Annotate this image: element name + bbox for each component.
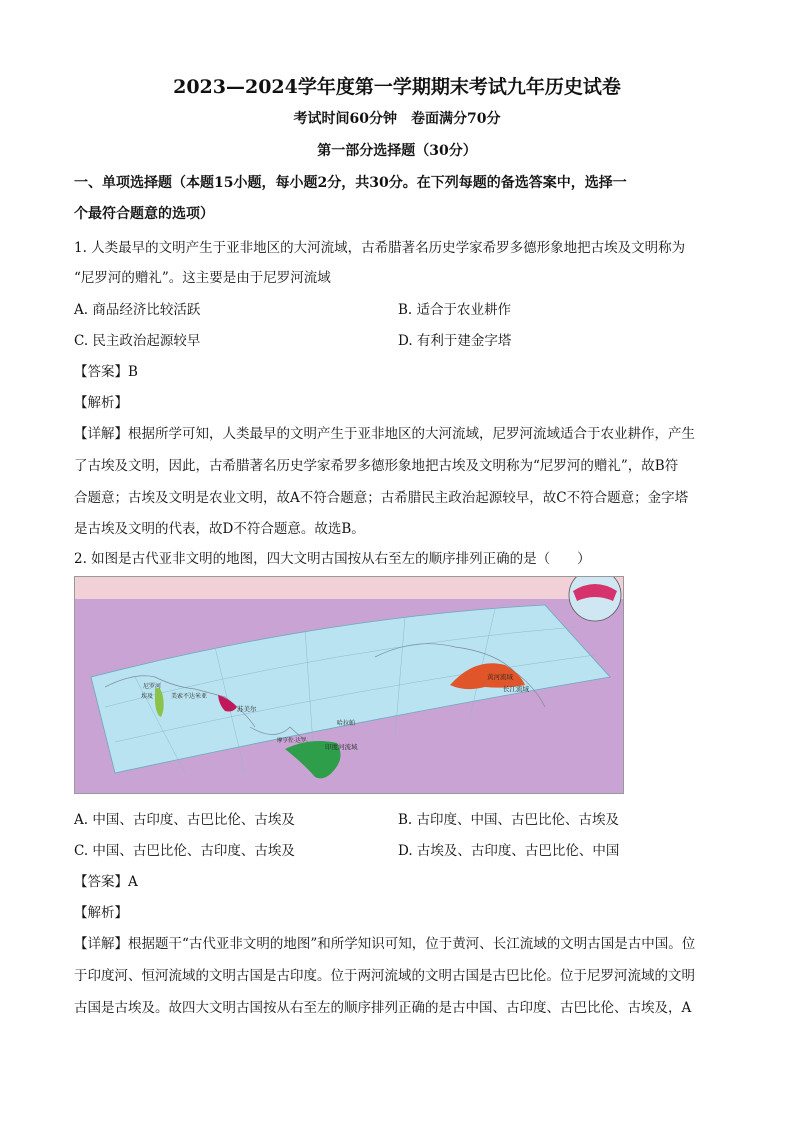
section-heading-line2: 个最符合题意的选项）	[74, 206, 214, 222]
page-title: 2023—2024学年度第一学期期末考试九年历史试卷	[173, 76, 621, 98]
q2-answer: 【答案】A	[74, 874, 138, 890]
mesopotamia-label: 美索不达米亚	[171, 693, 208, 700]
q2-stem: 2. 如图是古代亚非文明的地图，四大文明古国按从右至左的顺序排列正确的是（ ）	[74, 551, 591, 567]
q1-detail-line4: 是古埃及文明的代表，故D不符合题意。故选B。	[74, 521, 365, 537]
harappa-label: 哈拉帕	[337, 720, 356, 727]
q1-option-c: C. 民主政治起源较早	[74, 333, 201, 349]
q1-analysis-label: 【解析】	[74, 395, 128, 411]
exam-info: 考试时间60分钟 卷面满分70分	[293, 111, 501, 127]
q2-option-d: D. 古埃及、古印度、古巴比伦、中国	[398, 843, 620, 859]
q2-detail-line3: 古国是古埃及。故四大文明古国按从右至左的顺序排列正确的是古中国、古印度、古巴比伦、古埃及，A	[74, 1000, 692, 1016]
indus-label: 印度河流域	[325, 743, 358, 751]
q2-option-b: B. 古印度、中国、古巴比伦、古埃及	[398, 812, 620, 828]
yellow-river-label: 黄河流域	[487, 673, 513, 681]
ancient-civilizations-map	[74, 576, 624, 794]
map-top-band	[75, 577, 623, 599]
section-heading-line1: 一、单项选择题（本题15小题，每小题2分，共30分。在下列每题的备选答案中，选择一	[74, 175, 627, 191]
q1-option-b: B. 适合于农业耕作	[398, 302, 512, 318]
mohenjo-label: 摩亨佐·达罗	[277, 738, 307, 744]
q1-detail-line3: 合题意；古埃及文明是农业文明，故A不符合题意；古希腊民主政治起源较早，故C不符合题意；金字塔	[74, 490, 689, 506]
yangtze-label: 长江流域	[503, 685, 529, 693]
q1-detail-line2: 了古埃及文明，因此，古希腊著名历史学家希罗多德形象地把古埃及文明称为“尼罗河的赠礼”，故B符	[74, 458, 679, 474]
q1-detail-line1: 【详解】根据所学可知，人类最早的文明产生于亚非地区的大河流域，尼罗河流域适合于农业耕作，产生	[74, 426, 695, 442]
nile-label: 尼罗河	[143, 683, 162, 690]
q1-answer: 【答案】B	[74, 364, 138, 380]
q2-option-c: C. 中国、古巴比伦、古印度、古埃及	[74, 843, 295, 859]
q2-option-a: A. 中国、古印度、古巴比伦、古埃及	[74, 812, 295, 828]
q2-detail-line1: 【详解】根据题干“古代亚非文明的地图”和所学知识可知，位于黄河、长江流域的文明古国是古中国。位	[74, 936, 696, 952]
part-title: 第一部分选择题（30分）	[317, 143, 477, 159]
q1-stem-line1: 1. 人类最早的文明产生于亚非地区的大河流域，古希腊著名历史学家希罗多德形象地把古埃及文明称为	[74, 240, 686, 256]
egypt-label: 埃及	[141, 693, 154, 700]
q1-stem-line2: “尼罗河的赠礼”。这主要是由于尼罗河流域	[74, 270, 331, 286]
q2-detail-line2: 于印度河、恒河流域的文明古国是古印度。位于两河流域的文明古国是古巴比伦。位于尼罗河流域的文明	[74, 968, 695, 984]
q1-option-d: D. 有利于建金字塔	[398, 333, 512, 349]
q1-option-a: A. 商品经济比较活跃	[74, 302, 201, 318]
sumer-label: 苏美尔	[237, 705, 257, 713]
q2-analysis-label: 【解析】	[74, 905, 128, 921]
